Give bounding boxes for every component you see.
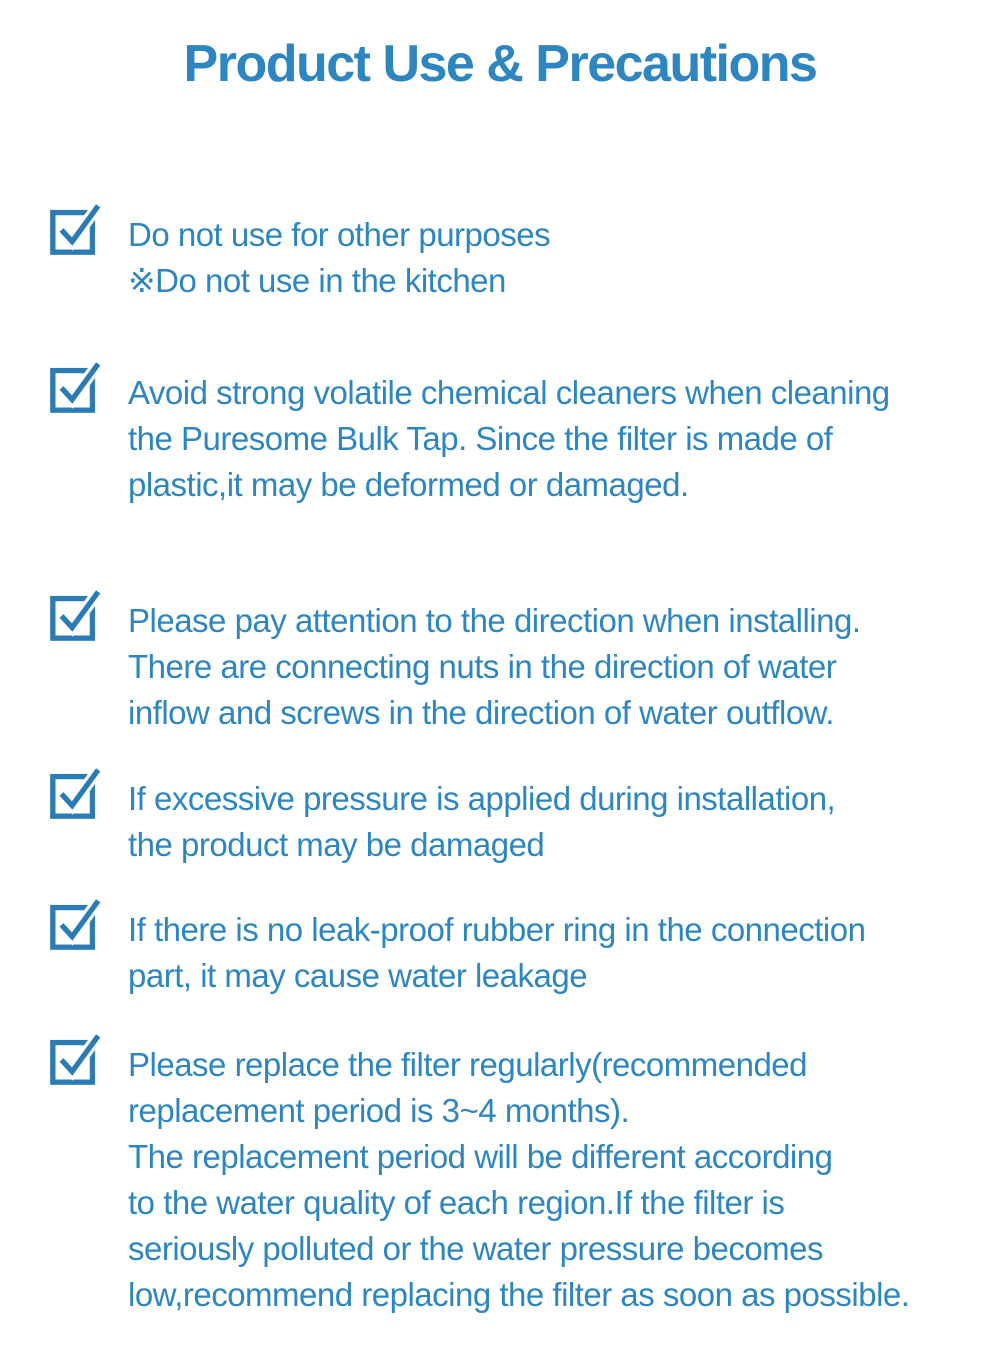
precaution-line: ※Do not use in the kitchen: [128, 262, 506, 299]
precaution-item-2: [48, 358, 890, 508]
precaution-line: plastic,it may be deformed or damaged.: [128, 466, 689, 503]
precaution-text: [128, 1030, 909, 1318]
precaution-line: Please pay attention to the direction when installing.: [128, 602, 861, 639]
precaution-item-6: [48, 1030, 909, 1318]
precaution-line: Do not use for other purposes: [128, 216, 551, 253]
precaution-item-4: [48, 764, 835, 868]
checked-checkbox-icon: [48, 1030, 104, 1088]
checked-checkbox-icon: [48, 586, 104, 644]
precaution-line: to the water quality of each region.If the filter is: [128, 1184, 785, 1221]
precaution-line: Please replace the filter regularly(recommended: [128, 1046, 808, 1083]
precaution-line: If there is no leak-proof rubber ring in the connection: [128, 911, 866, 948]
precaution-item-3: [48, 586, 860, 736]
precaution-line: low,recommend replacing the filter as soon as possible.: [128, 1276, 910, 1313]
precaution-line: seriously polluted or the water pressure becomes: [128, 1230, 824, 1267]
precaution-line: replacement period is 3~4 months).: [128, 1092, 630, 1129]
precaution-text: [128, 200, 550, 304]
precaution-item-1: [48, 200, 550, 304]
checked-checkbox-icon: [48, 895, 104, 953]
precaution-line: If excessive pressure is applied during installation,: [128, 780, 836, 817]
precaution-line: part, it may cause water leakage: [128, 957, 588, 994]
precaution-text: [128, 895, 865, 999]
precaution-text: [128, 586, 860, 736]
checked-checkbox-icon: [48, 200, 104, 258]
precaution-text: [128, 764, 835, 868]
precaution-line: There are connecting nuts in the direction of water: [128, 648, 837, 685]
precaution-line: the Puresome Bulk Tap. Since the filter is made of: [128, 420, 833, 457]
checked-checkbox-icon: [48, 764, 104, 822]
precaution-line: The replacement period will be different according: [128, 1138, 833, 1175]
precaution-line: the product may be damaged: [128, 826, 545, 863]
precaution-line: inflow and screws in the direction of water outflow.: [128, 694, 834, 731]
precaution-line: Avoid strong volatile chemical cleaners when cleaning: [128, 374, 890, 411]
checked-checkbox-icon: [48, 358, 104, 416]
precaution-text: [128, 358, 890, 508]
precaution-item-5: [48, 895, 865, 999]
page-title: Product Use & Precautions: [183, 35, 817, 93]
